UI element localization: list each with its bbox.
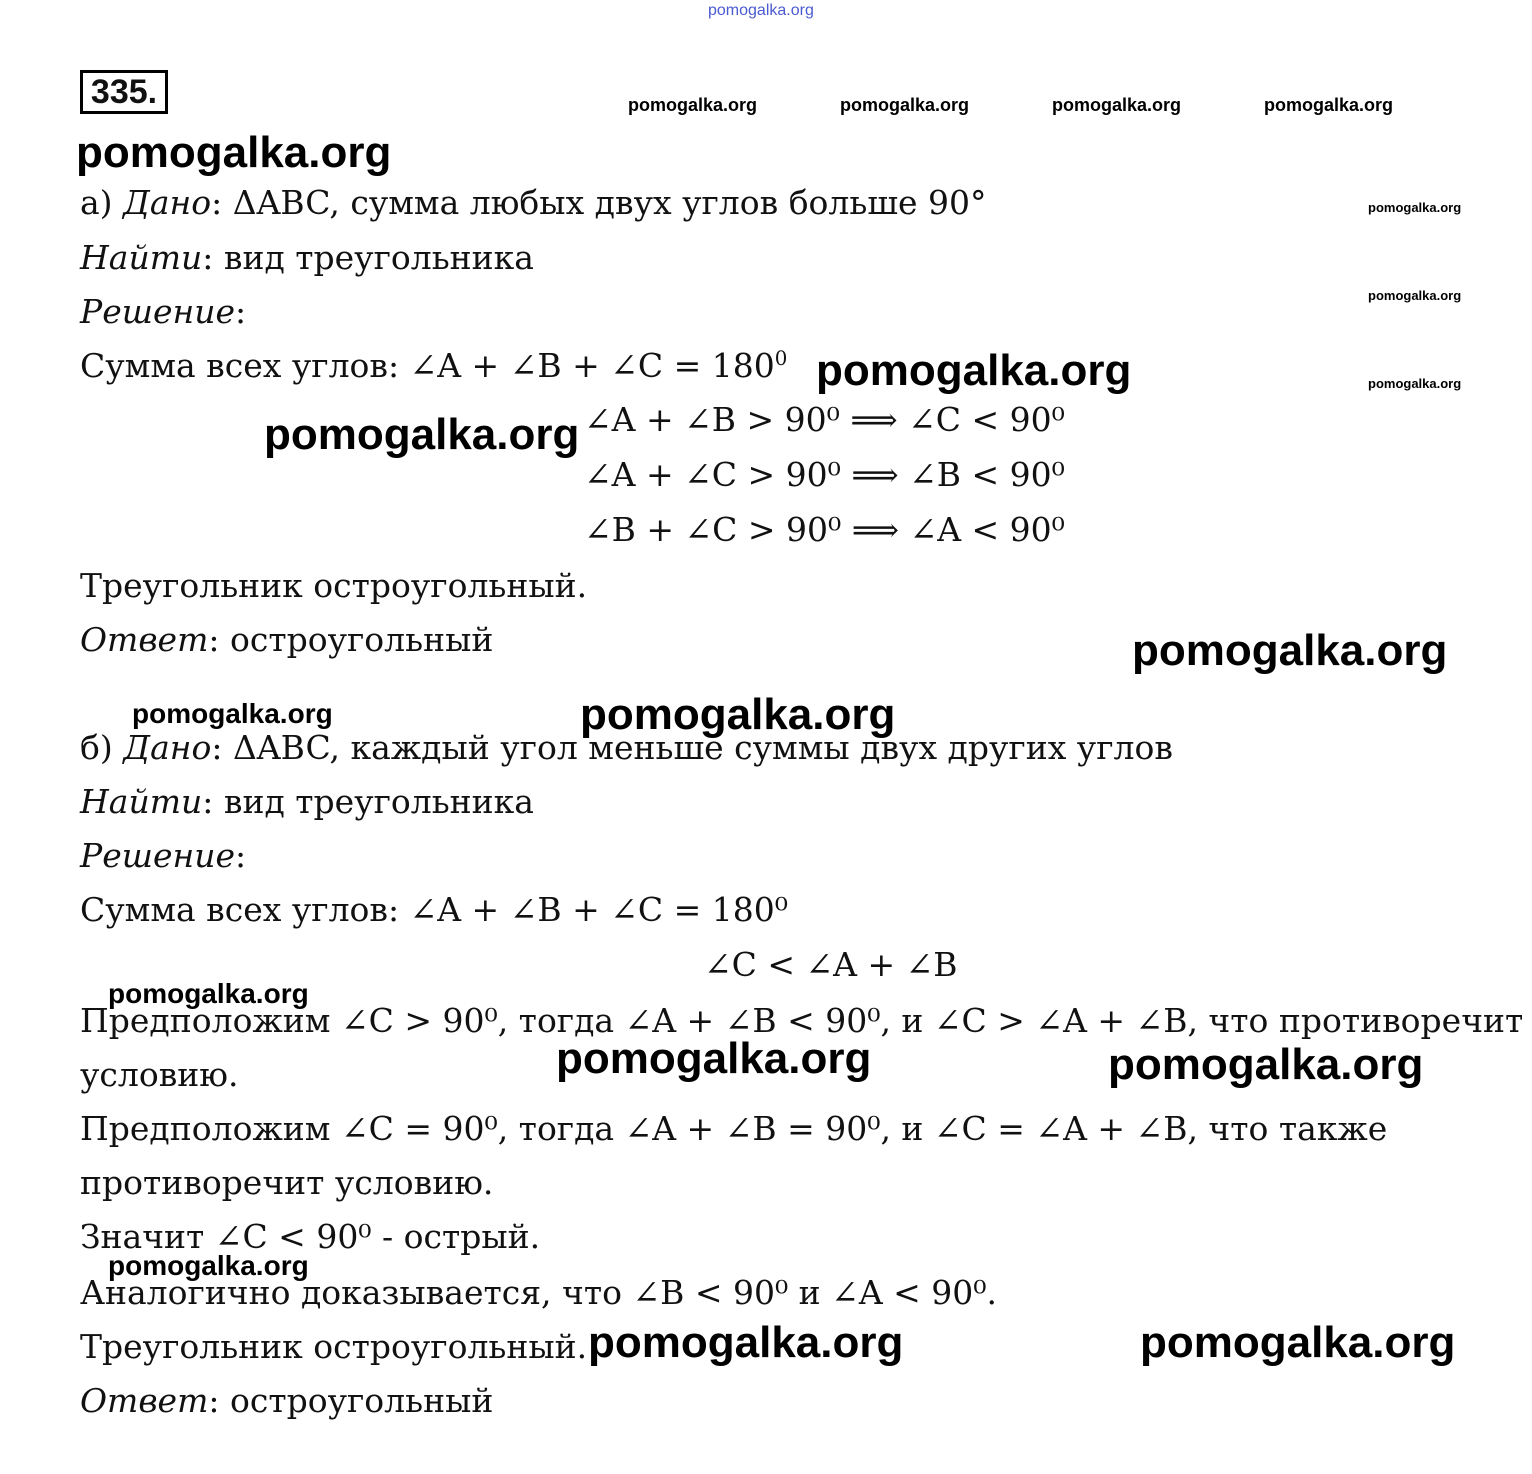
part-b-given bbox=[80, 728, 1173, 767]
part-a-eq-3: ∠B + ∠C > 90⁰ ⟹ ∠A < 90⁰ bbox=[584, 510, 1065, 549]
part-a-prefix: а) bbox=[80, 183, 124, 222]
part-b-find-label: Найти bbox=[80, 782, 203, 821]
part-b-similarly: Аналогично доказывается, что ∠B < 90⁰ и ∠A < 90⁰. bbox=[80, 1273, 997, 1312]
part-b-assume-2-line-1: Предположим ∠C = 90⁰, тогда ∠A + ∠B = 90⁰, и ∠C = ∠A + ∠B, что также bbox=[80, 1109, 1388, 1148]
watermark-low-5: pomogalka.org bbox=[588, 1318, 904, 1367]
watermark-header-3: pomogalka.org bbox=[1052, 95, 1182, 115]
watermark-side-3: pomogalka.org bbox=[1368, 376, 1462, 391]
part-a-sum bbox=[80, 346, 788, 385]
watermark-low-6: pomogalka.org bbox=[1140, 1318, 1456, 1367]
part-a-sum-text: Сумма всех углов: ∠A + ∠B + ∠C = 180 bbox=[80, 346, 775, 385]
part-b-prefix: б) bbox=[80, 728, 124, 767]
watermark-low-2: pomogalka.org bbox=[556, 1034, 872, 1083]
part-a-given-label: Дано bbox=[123, 183, 212, 222]
watermark-header-2: pomogalka.org bbox=[840, 95, 970, 115]
watermark-header-4: pomogalka.org bbox=[1264, 95, 1394, 115]
problem-number: 335. bbox=[80, 70, 168, 114]
part-b-inequality: ∠C < ∠A + ∠B bbox=[704, 945, 958, 984]
part-b-answer-label: Ответ bbox=[80, 1381, 209, 1420]
watermark-big-left: pomogalka.org bbox=[76, 128, 392, 177]
part-b-solution-label: Решение bbox=[80, 836, 236, 875]
watermark-mid-1: pomogalka.org bbox=[816, 346, 1132, 395]
part-b-assume-1-line-2: условию. bbox=[80, 1055, 239, 1094]
part-a-find bbox=[80, 238, 534, 277]
part-b-given-label: Дано bbox=[123, 728, 212, 767]
part-b-conclusion: Треугольник остроугольный. bbox=[80, 1327, 588, 1366]
part-a-eq-1: ∠A + ∠B > 90⁰ ⟹ ∠C < 90⁰ bbox=[584, 400, 1065, 439]
part-a-sum-degree: 0 bbox=[774, 347, 788, 370]
part-a-given-text: : ΔABC, сумма любых двух углов больше 90° bbox=[211, 183, 987, 222]
watermark-side-2: pomogalka.org bbox=[1368, 288, 1462, 303]
watermark-top: pomogalka.org bbox=[708, 2, 814, 19]
part-b-find bbox=[80, 782, 534, 821]
part-b-solution-colon: : bbox=[235, 836, 247, 875]
watermark-header-1: pomogalka.org bbox=[628, 95, 758, 115]
part-a-solution-label: Решение bbox=[80, 292, 236, 331]
part-a-solution bbox=[80, 292, 247, 331]
watermark-mid-5: pomogalka.org bbox=[580, 690, 896, 739]
part-a-solution-colon: : bbox=[235, 292, 247, 331]
watermark-mid-3: pomogalka.org bbox=[1132, 626, 1448, 675]
part-b-given-text: : ΔABC, каждый угол меньше суммы двух других углов bbox=[211, 728, 1173, 767]
watermark-side-1: pomogalka.org bbox=[1368, 200, 1462, 215]
part-b-solution bbox=[80, 836, 247, 875]
part-b-answer bbox=[80, 1381, 494, 1420]
part-a-answer-text: : остроугольный bbox=[208, 620, 494, 659]
part-a-eq-2: ∠A + ∠C > 90⁰ ⟹ ∠B < 90⁰ bbox=[584, 455, 1065, 494]
part-b-answer-text: : остроугольный bbox=[208, 1381, 494, 1420]
part-b-sum: Сумма всех углов: ∠A + ∠B + ∠C = 180⁰ bbox=[80, 890, 788, 929]
part-a-answer bbox=[80, 620, 494, 659]
part-a-answer-label: Ответ bbox=[80, 620, 209, 659]
part-b-assume-1-line-1: Предположим ∠C > 90⁰, тогда ∠A + ∠B < 90⁰, и ∠C > ∠A + ∠B, что противоречит bbox=[80, 1001, 1524, 1040]
part-a-given bbox=[80, 183, 987, 222]
part-a-find-label: Найти bbox=[80, 238, 203, 277]
part-a-conclusion: Треугольник остроугольный. bbox=[80, 566, 588, 605]
watermark-low-4: pomogalka.org bbox=[108, 1250, 309, 1281]
part-b-find-text: : вид треугольника bbox=[202, 782, 534, 821]
watermark-mid-2: pomogalka.org bbox=[264, 410, 580, 459]
part-b-means: Значит ∠C < 90⁰ - острый. bbox=[80, 1217, 541, 1256]
watermark-mid-4: pomogalka.org bbox=[132, 698, 333, 729]
watermark-low-3: pomogalka.org bbox=[1108, 1040, 1424, 1089]
part-a-find-text: : вид треугольника bbox=[202, 238, 534, 277]
watermark-low-1: pomogalka.org bbox=[108, 978, 309, 1009]
part-b-assume-2-line-2: противоречит условию. bbox=[80, 1163, 494, 1202]
